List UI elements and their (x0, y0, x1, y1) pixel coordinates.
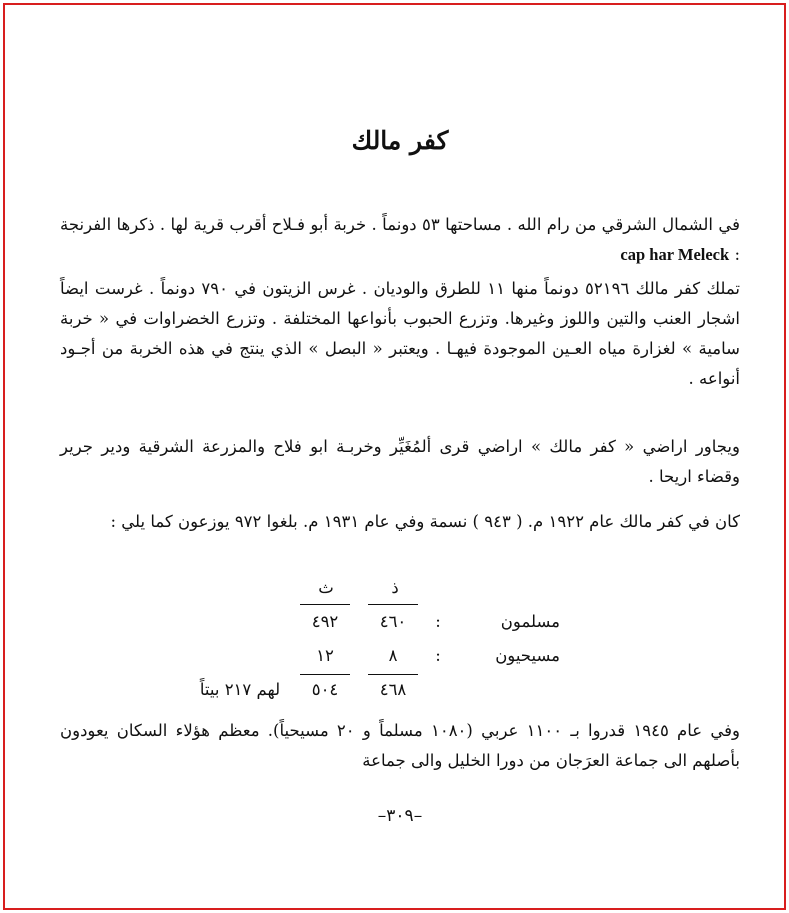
header-female: ث (318, 578, 334, 597)
paragraph-population: كان في كفر مالك عام ١٩٢٢ م. ( ٩٤٣ ) نسمة وفي عام ١٩٣١ م. بلغوا ٩٧٢ يوزعون كما يلي : (110, 512, 740, 531)
page-number: –٣٠٩– (377, 806, 423, 826)
paragraph-1945: وفي عام ١٩٤٥ قدروا بـ ١١٠٠ عربي (١٠٨٠ مسلماً و ٢٠ مسيحياً). معظم هؤلاء السكان يعودون بأصلهم الى جماعة العرَجان من دورا الخليل والى جماعة (60, 721, 741, 770)
header-rule-male (368, 604, 418, 605)
houses-note: لهم ٢١٧ بيتاً (199, 680, 281, 699)
total-rule-male (368, 674, 418, 675)
paragraph-land: تملك كفر مالك ٥٢١٩٦ دونماً منها ١١ للطرق والوديان . غرس الزيتون في ٧٩٠ دونماً . غرست ايضاً اشجار العنب والتين واللوز وغيرها. وتزرع الحبوب بأنواعها المختلفة . وتزرع الخضراوات في « خربة سامية » لغزارة مياه العـين الموجودة فيهـا . ويعتبر « البصل » الذي ينتج في هذه الخربة من أجـود أنواعه . (60, 279, 740, 388)
row-christians-male: ٨ (388, 646, 398, 665)
total-male: ٤٦٨ (379, 680, 407, 699)
paragraph-neighbors: ويجاور اراضي « كفر مالك » اراضي قرى ألمُغَيِّر وخربـة ابو فلاح والمزرعة الشرقية ودير جرير وقضاء اريحا . (60, 437, 740, 486)
crusader-name: cap har Meleck (620, 245, 730, 264)
header-male: ذ (391, 578, 399, 597)
paragraph-location-text: في الشمال الشرقي من رام الله . مساحتها ٥٣ دونماً . خربة أبو فـلاح أقرب قرية لها . ذكرها الفرنجة : (60, 215, 740, 264)
row-christians-sep: : (435, 646, 441, 665)
row-muslims-label: مسلمون (500, 612, 560, 631)
page-title: كفر مالك (351, 126, 449, 155)
row-muslims-female: ٤٩٢ (311, 612, 339, 631)
total-rule-female (300, 674, 350, 675)
row-muslims-sep: : (435, 612, 441, 631)
row-christians-female: ١٢ (316, 646, 334, 665)
document-page (60, 0, 740, 913)
header-rule-female (300, 604, 350, 605)
paragraph-location (60, 210, 740, 270)
row-muslims-male: ٤٦٠ (379, 612, 407, 631)
row-christians-label: مسيحيون (495, 646, 560, 665)
total-female: ٥٠٤ (311, 680, 339, 699)
